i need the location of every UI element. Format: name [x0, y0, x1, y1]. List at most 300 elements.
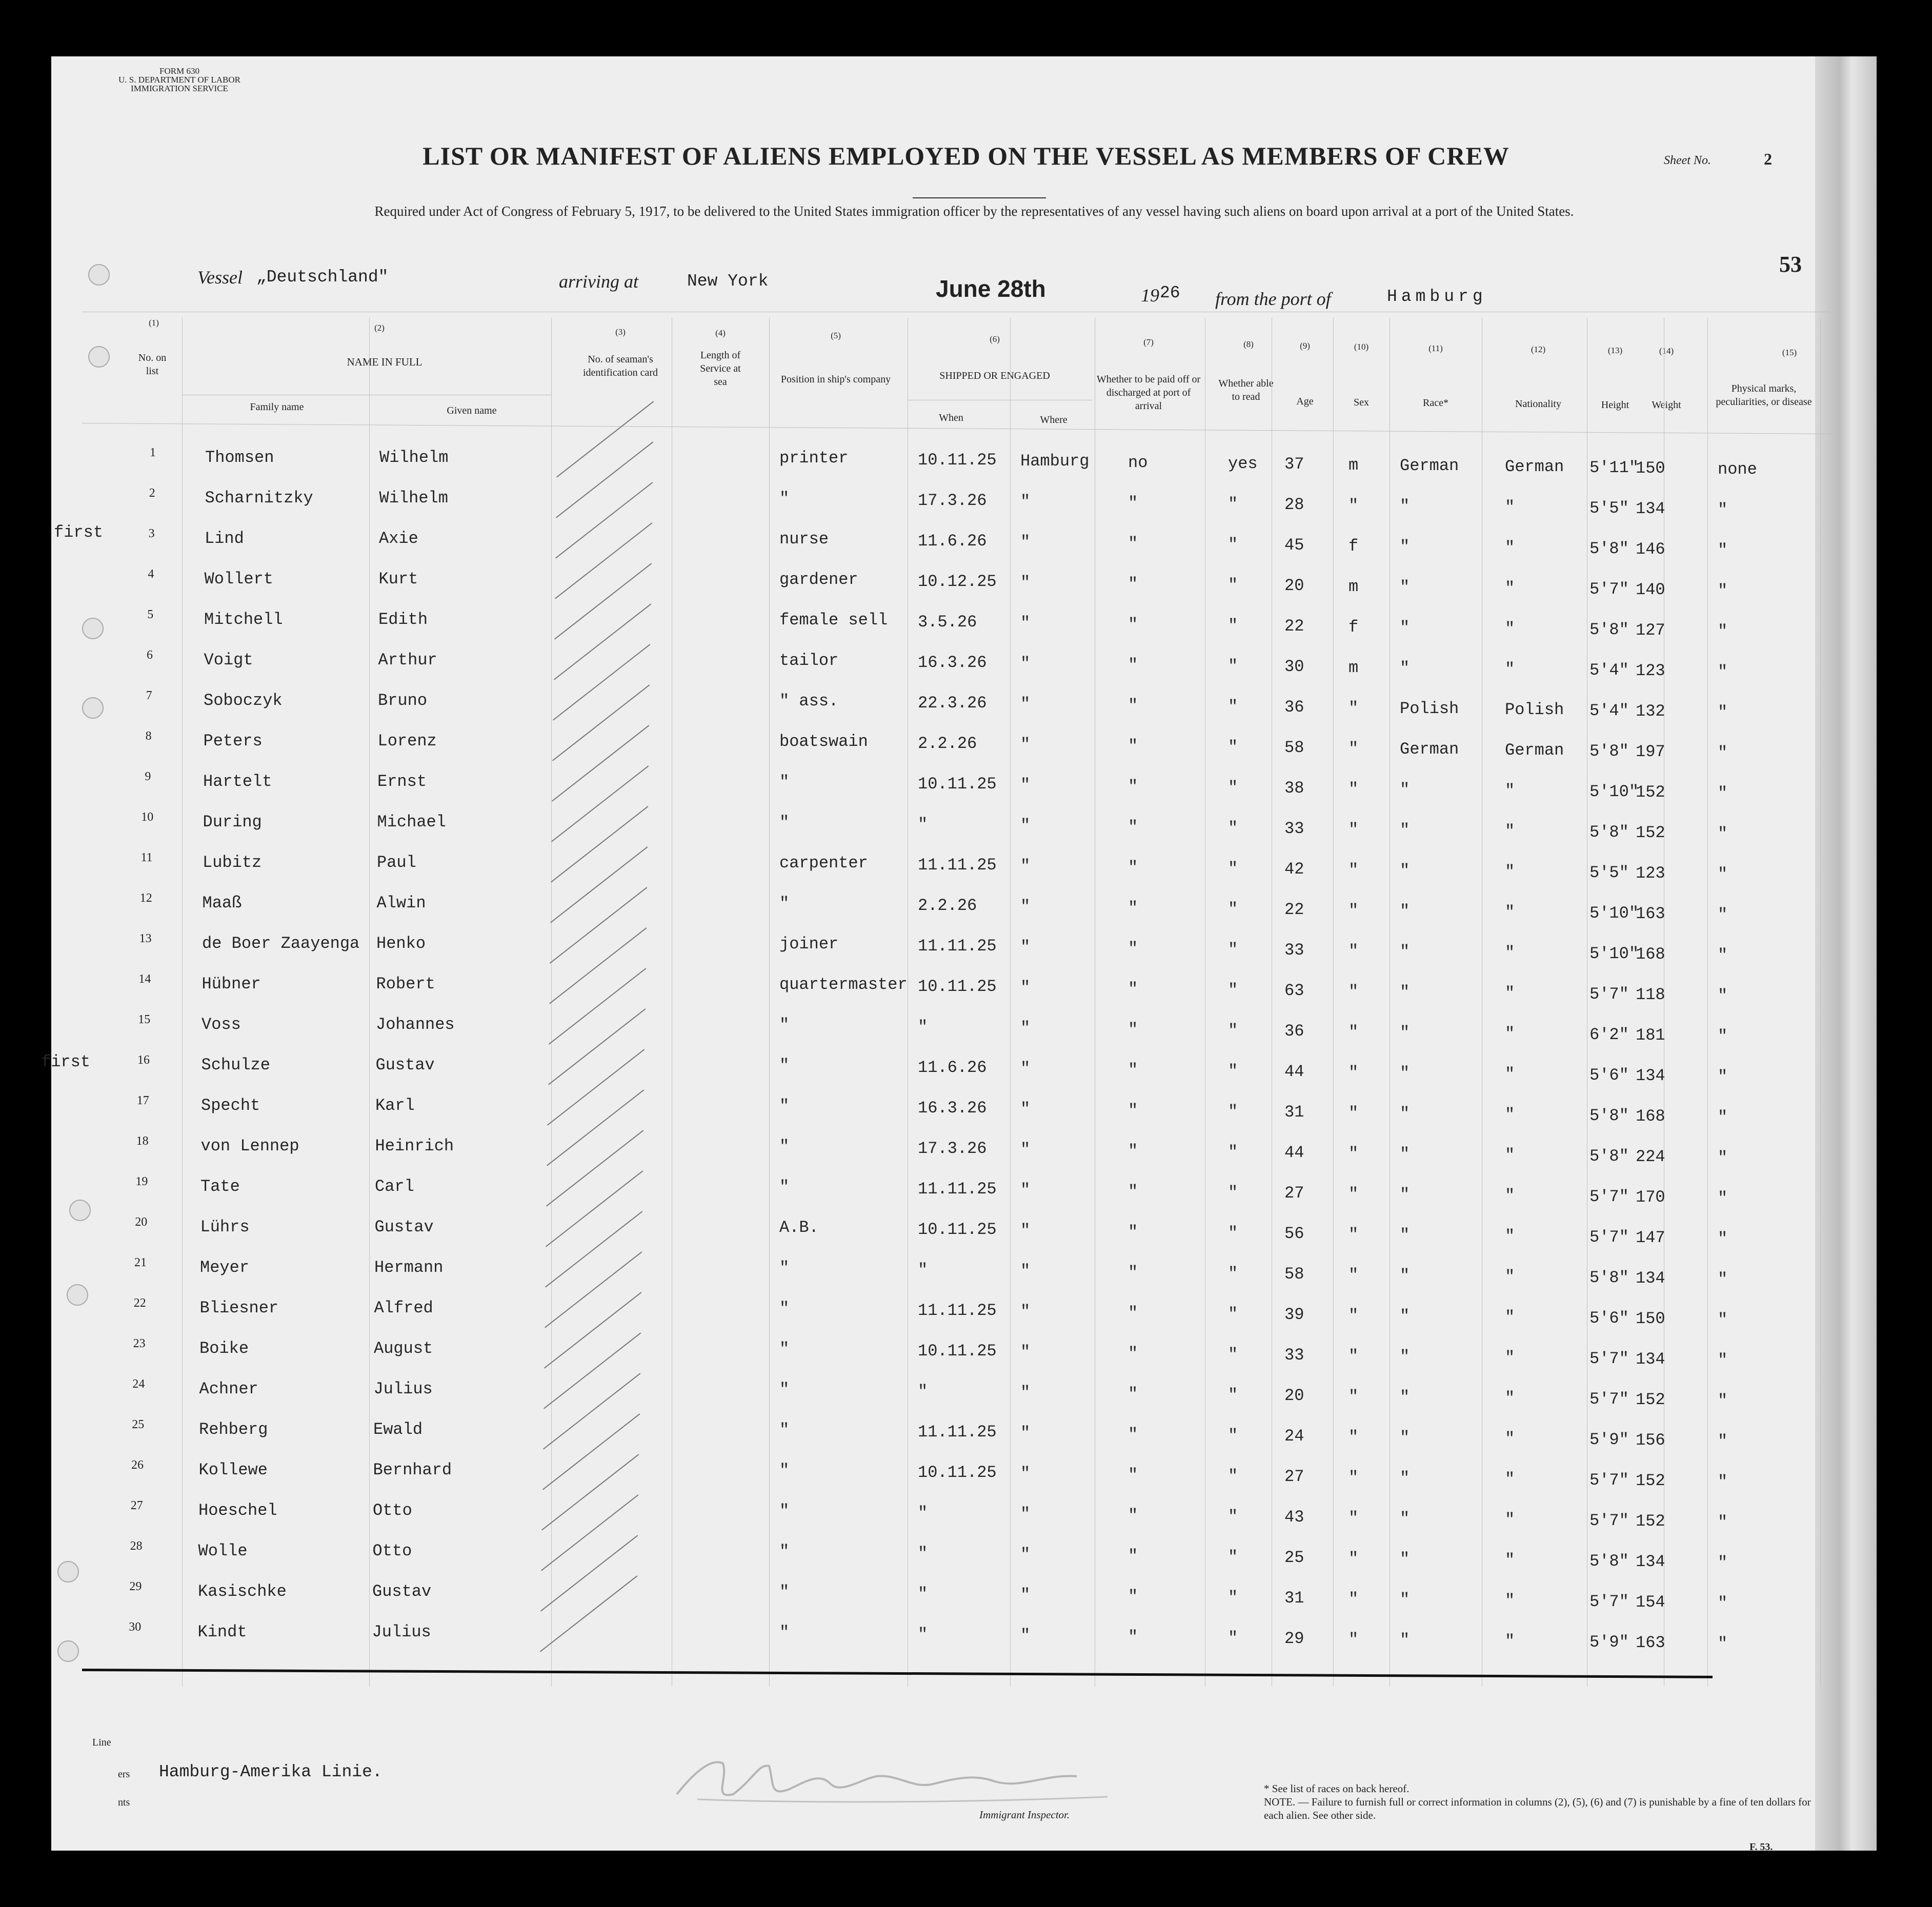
cell-family: Mitchell — [204, 610, 283, 629]
cell-nat: " — [1505, 1389, 1515, 1408]
cell-marks: " — [1718, 986, 1728, 1006]
cell-weight: 170 — [1636, 1188, 1665, 1207]
cell-position: printer — [779, 449, 849, 468]
cell-family: Voigt — [204, 651, 253, 670]
cell-position: " — [779, 1421, 790, 1440]
cell-position: " — [779, 1137, 790, 1157]
cell-position: " — [779, 1542, 790, 1561]
cell-position: tailor — [779, 651, 839, 671]
cell-given: Gustav — [375, 1056, 435, 1074]
cell-where: " — [1020, 1140, 1031, 1160]
cell-where: " — [1020, 776, 1031, 795]
cell-race: " — [1400, 1144, 1410, 1164]
service-name: IMMIGRATION SERVICE — [131, 84, 228, 93]
cell-weight: 134 — [1636, 1350, 1665, 1369]
cell-given: Alfred — [374, 1299, 433, 1317]
footer-owners-label: ers — [118, 1769, 130, 1780]
cell-sex: " — [1349, 698, 1359, 718]
cell-weight: 152 — [1636, 1512, 1665, 1531]
cell-position: " ass. — [779, 692, 839, 711]
row-number: 4 — [148, 567, 154, 581]
header-seaman-id: No. of seaman's identification card — [582, 354, 658, 378]
form-identifier — [82, 67, 277, 93]
cell-height: 5'9" — [1589, 1633, 1629, 1652]
cell-weight: 123 — [1636, 661, 1665, 681]
departure-port: Hamburg — [1387, 287, 1487, 306]
cell-given: Julius — [373, 1379, 433, 1398]
arriving-label: arriving at — [559, 271, 639, 292]
row-number: 16 — [137, 1053, 150, 1067]
cell-read: " — [1228, 1547, 1238, 1567]
cell-where: " — [1020, 695, 1031, 714]
cell-weight: 134 — [1636, 1269, 1665, 1288]
cell-nat: " — [1505, 1308, 1515, 1327]
row-number: 14 — [138, 972, 151, 986]
cell-read: " — [1228, 1466, 1238, 1486]
cell-age: 31 — [1284, 1103, 1304, 1122]
column-divider — [1010, 318, 1011, 1687]
col-num-7: (7) — [1143, 337, 1154, 347]
cell-position: " — [779, 1056, 790, 1076]
cell-weight: 127 — [1636, 621, 1665, 640]
cell-race: " — [1400, 1266, 1410, 1285]
cell-family: Voss — [202, 1015, 241, 1034]
cell-position: " — [779, 1097, 790, 1116]
cell-given: Karl — [375, 1096, 415, 1115]
col-num-1: (1) — [149, 318, 159, 328]
cell-marks: " — [1718, 1594, 1728, 1613]
cell-where: " — [1020, 1181, 1031, 1200]
cell-family: Bliesner — [199, 1299, 279, 1317]
cell-where: " — [1020, 735, 1031, 755]
cell-when: 11.11.25 — [918, 1179, 997, 1199]
cell-sex: " — [1349, 739, 1359, 758]
cell-sex: " — [1349, 1265, 1359, 1285]
cell-when: 16.3.26 — [918, 653, 987, 672]
cell-paid: " — [1128, 858, 1138, 877]
cell-position: A.B. — [779, 1218, 819, 1237]
cell-race: " — [1400, 1185, 1410, 1204]
cell-age: 33 — [1284, 819, 1304, 839]
cell-read: yes — [1228, 454, 1258, 473]
cell-sex: " — [1349, 1630, 1359, 1649]
cell-marks: " — [1718, 1391, 1728, 1411]
cell-family: Rehberg — [199, 1420, 268, 1439]
cell-family: de Boer Zaayenga — [202, 934, 360, 953]
cell-race: " — [1400, 942, 1410, 961]
cell-where: " — [1020, 897, 1031, 917]
cell-when: 10.11.25 — [918, 774, 997, 794]
cell-marks: " — [1718, 703, 1728, 722]
cell-race: " — [1400, 1104, 1410, 1123]
cell-race: " — [1400, 1347, 1410, 1366]
shipping-line-name: Hamburg-Amerika Linie. — [159, 1762, 383, 1781]
cell-weight: 168 — [1636, 945, 1665, 964]
cell-race: " — [1400, 1063, 1410, 1083]
col-num-8: (8) — [1243, 339, 1254, 349]
cell-marks: " — [1718, 1553, 1728, 1573]
cell-read: " — [1228, 818, 1238, 838]
cell-nat: " — [1505, 1429, 1515, 1449]
footer-line-label: Line — [92, 1737, 111, 1748]
cell-given: Lorenz — [377, 732, 437, 750]
col-num-12: (12) — [1531, 344, 1546, 354]
cell-when: " — [918, 1503, 928, 1523]
cell-position: " — [779, 1178, 790, 1197]
cell-position: gardener — [779, 570, 858, 590]
row-number: 9 — [145, 770, 151, 783]
cell-where: " — [1020, 1545, 1031, 1565]
cell-position: " — [779, 489, 790, 509]
year-prefix: 19 — [1141, 285, 1159, 306]
cell-read: " — [1228, 859, 1238, 878]
cell-sex: " — [1349, 982, 1359, 1001]
cell-age: 29 — [1284, 1629, 1304, 1649]
cell-sex: " — [1349, 901, 1359, 920]
header-family-name: Family name — [250, 401, 304, 413]
column-divider — [769, 318, 770, 1687]
title-underline — [913, 197, 1046, 198]
cell-when: " — [918, 1382, 928, 1401]
cell-position: " — [779, 1299, 790, 1318]
cell-given: Hermann — [374, 1258, 444, 1277]
cell-height: 5'5" — [1589, 499, 1629, 518]
cell-when: " — [918, 1544, 928, 1563]
cell-sex: " — [1349, 1103, 1359, 1123]
margin-note-first: first — [41, 1052, 91, 1071]
cell-marks: " — [1718, 1513, 1728, 1532]
cell-age: 42 — [1284, 860, 1304, 879]
cell-marks: " — [1718, 1148, 1728, 1168]
cell-paid: " — [1128, 1627, 1138, 1647]
row-number: 19 — [135, 1175, 148, 1188]
cell-height: 5'8" — [1589, 1106, 1629, 1126]
cell-age: 30 — [1284, 657, 1304, 677]
cell-family: Schulze — [201, 1056, 270, 1074]
cell-height: 5'7" — [1589, 580, 1629, 599]
cell-when: " — [918, 1260, 928, 1280]
cell-marks: " — [1718, 1108, 1728, 1127]
cell-weight: 156 — [1636, 1431, 1665, 1450]
cell-paid: " — [1128, 1141, 1138, 1161]
cell-sex: f — [1349, 617, 1359, 637]
cell-marks: " — [1718, 541, 1728, 560]
cell-nat: " — [1505, 781, 1515, 801]
cell-paid: " — [1128, 1546, 1138, 1566]
cell-family: Kasischke — [198, 1582, 287, 1601]
cell-family: Lubitz — [203, 853, 262, 872]
cell-position: boatswain — [779, 732, 868, 752]
cell-position: " — [779, 1502, 790, 1521]
row-number: 22 — [133, 1296, 146, 1310]
row-number: 15 — [138, 1013, 151, 1026]
cell-weight: 163 — [1636, 904, 1665, 924]
cell-height: 5'7" — [1589, 1390, 1629, 1409]
header-weight: Weight — [1652, 399, 1681, 411]
cell-where: " — [1020, 573, 1031, 593]
cell-sex: " — [1349, 820, 1359, 839]
cell-weight: 152 — [1636, 1471, 1665, 1491]
cell-where: " — [1020, 614, 1031, 633]
cell-paid: " — [1128, 939, 1138, 958]
cell-when: 2.2.26 — [918, 896, 977, 915]
cell-where: " — [1020, 816, 1031, 836]
cell-when: " — [918, 815, 928, 834]
sheet-label: Sheet No. — [1664, 154, 1711, 167]
cell-nat: " — [1505, 1105, 1515, 1125]
row-number: 17 — [136, 1094, 149, 1107]
arrival-date: June 28th — [936, 275, 1046, 302]
cell-height: 5'7" — [1589, 1471, 1629, 1490]
cell-age: 31 — [1284, 1589, 1304, 1608]
header-nationality: Nationality — [1515, 398, 1561, 410]
cell-paid: " — [1128, 898, 1138, 918]
cell-given: Carl — [375, 1177, 414, 1196]
cell-sex: " — [1349, 1468, 1359, 1487]
cell-given: Axie — [379, 529, 418, 548]
cell-where: " — [1020, 533, 1031, 552]
cell-marks: " — [1718, 1310, 1728, 1330]
cell-given: Ewald — [373, 1420, 423, 1439]
cell-read: " — [1228, 1385, 1238, 1405]
cell-when: 10.11.25 — [918, 450, 997, 470]
cell-nat: German — [1505, 741, 1564, 760]
vessel-label: Vessel — [197, 267, 243, 288]
cell-family: Peters — [203, 732, 263, 750]
cell-age: 37 — [1284, 455, 1304, 474]
header-shipped-engaged: SHIPPED OR ENGAGED — [939, 370, 1050, 381]
cell-read: " — [1228, 1628, 1238, 1648]
cell-sex: " — [1349, 1387, 1359, 1406]
cell-where: " — [1020, 492, 1031, 512]
cell-race: " — [1400, 1023, 1410, 1042]
row-number: 10 — [141, 810, 154, 824]
cell-given: Gustav — [372, 1582, 432, 1601]
header-given-name: Given name — [447, 405, 497, 416]
cell-when: 11.11.25 — [918, 936, 997, 956]
column-divider — [369, 318, 370, 1687]
row-number: 28 — [130, 1539, 143, 1553]
cell-read: " — [1228, 1264, 1238, 1283]
cell-age: 27 — [1284, 1467, 1304, 1487]
header-able-read: Whether able to read — [1218, 378, 1274, 402]
from-port-label: from the port of — [1215, 289, 1331, 309]
cell-position: " — [779, 1623, 790, 1642]
footer-notes — [1264, 1782, 1828, 1822]
cell-height: 5'8" — [1589, 620, 1629, 640]
cell-family: Kollewe — [198, 1460, 268, 1479]
cell-paid: " — [1128, 1020, 1138, 1039]
cell-sex: " — [1349, 496, 1359, 515]
cell-given: Julius — [372, 1622, 431, 1641]
cell-where: " — [1020, 1302, 1031, 1322]
cell-where: " — [1020, 1586, 1031, 1605]
cell-where: " — [1020, 978, 1031, 998]
cell-sex: m — [1349, 658, 1359, 677]
cell-read: " — [1228, 940, 1238, 959]
cell-marks: " — [1718, 1432, 1728, 1451]
cell-position: female sell — [779, 611, 888, 630]
cell-height: 5'9" — [1589, 1430, 1629, 1450]
row-number: 7 — [146, 689, 152, 702]
cell-family: Scharnitzky — [205, 489, 313, 508]
cell-paid: " — [1128, 736, 1138, 756]
cell-weight: 132 — [1636, 702, 1665, 721]
cell-when: 11.6.26 — [918, 1058, 987, 1077]
cell-paid: " — [1128, 1384, 1138, 1404]
cell-given: August — [374, 1339, 433, 1358]
cell-race: " — [1400, 658, 1410, 678]
header-no-on-list: No. on list — [138, 352, 167, 377]
col-num-5: (5) — [831, 331, 841, 340]
cell-position: " — [779, 813, 790, 833]
cell-read: " — [1228, 1102, 1238, 1121]
col-num-6: (6) — [990, 334, 1000, 344]
sheet-number: 2 — [1764, 150, 1772, 168]
cell-paid: " — [1128, 979, 1138, 999]
cell-marks: " — [1718, 1472, 1728, 1492]
header-when: When — [939, 412, 963, 423]
cell-paid: " — [1128, 574, 1138, 594]
cell-race: " — [1400, 1590, 1410, 1609]
cell-given: Gustav — [374, 1218, 434, 1236]
header-name-in-full: NAME IN FULL — [347, 356, 422, 368]
col-num-10: (10) — [1354, 342, 1369, 352]
header-where: Where — [1040, 414, 1068, 425]
cell-marks: " — [1718, 946, 1728, 965]
cell-age: 20 — [1284, 1386, 1304, 1406]
cell-marks: " — [1718, 662, 1728, 682]
header-physical-marks: Physical marks, peculiarities, or disease — [1716, 383, 1812, 408]
row-number: 24 — [132, 1377, 145, 1391]
cell-family: Boike — [199, 1339, 249, 1358]
cell-nat: " — [1505, 1591, 1515, 1611]
cell-sex: " — [1349, 1427, 1359, 1447]
cell-read: " — [1228, 575, 1238, 595]
cell-race: " — [1400, 496, 1410, 516]
cell-paid: " — [1128, 534, 1138, 553]
cell-marks: " — [1718, 865, 1728, 884]
cell-where: " — [1020, 857, 1031, 876]
cell-marks: " — [1718, 581, 1728, 601]
cell-weight: 146 — [1636, 540, 1665, 559]
col-num-13: (13) — [1607, 346, 1623, 355]
cell-when: 10.11.25 — [918, 1341, 997, 1361]
cell-family: Kindt — [197, 1622, 247, 1641]
row-number: 18 — [136, 1134, 149, 1148]
cell-height: 5'7" — [1589, 985, 1629, 1004]
cell-where: " — [1020, 654, 1031, 674]
cell-sex: " — [1349, 1549, 1359, 1568]
cell-read: " — [1228, 1304, 1238, 1324]
header-sex: Sex — [1354, 397, 1369, 408]
cell-height: 5'6" — [1589, 1309, 1629, 1328]
cell-nat: " — [1505, 1267, 1515, 1287]
cell-marks: " — [1718, 1027, 1728, 1046]
cell-given: Edith — [378, 610, 428, 629]
cell-nat: " — [1505, 1470, 1515, 1489]
cell-read: " — [1228, 697, 1238, 716]
cell-nat: German — [1505, 457, 1564, 477]
row-number: 21 — [134, 1256, 147, 1269]
cell-weight: 152 — [1636, 823, 1665, 843]
cell-weight: 123 — [1636, 864, 1665, 883]
cell-weight: 150 — [1636, 459, 1665, 478]
cell-age: 36 — [1284, 1022, 1304, 1041]
cell-given: Wilhelm — [379, 448, 449, 467]
cell-family: Maaß — [202, 894, 242, 912]
cell-given: Otto — [373, 1501, 412, 1520]
cell-read: " — [1228, 1223, 1238, 1243]
cell-read: " — [1228, 616, 1238, 635]
inspector-signature-icon — [667, 1748, 1128, 1810]
cell-age: 22 — [1284, 900, 1304, 920]
cell-age: 63 — [1284, 981, 1304, 1001]
cell-when: 11.11.25 — [918, 1301, 997, 1320]
cell-age: 43 — [1284, 1508, 1304, 1527]
cell-race: " — [1400, 780, 1410, 799]
cell-marks: " — [1718, 500, 1728, 520]
cell-height: 5'4" — [1589, 661, 1629, 680]
cell-read: " — [1228, 1021, 1238, 1040]
cell-height: 5'10" — [1589, 904, 1639, 923]
cell-read: " — [1228, 737, 1238, 757]
header-length-service: Length of Service at sea — [700, 350, 741, 388]
cell-sex: m — [1349, 455, 1359, 475]
cell-position: " — [779, 894, 790, 914]
cell-read: " — [1228, 1061, 1238, 1081]
cell-sex: " — [1349, 1306, 1359, 1325]
cell-read: " — [1228, 1142, 1238, 1162]
race-note: * See list of races on back hereof. — [1264, 1782, 1410, 1795]
cell-race: " — [1400, 618, 1410, 637]
cell-marks: " — [1718, 1229, 1728, 1249]
cell-age: 27 — [1284, 1184, 1304, 1203]
cell-height: 5'6" — [1589, 1066, 1629, 1085]
cell-when: 22.3.26 — [918, 693, 987, 713]
cell-weight: 224 — [1636, 1147, 1665, 1167]
cell-race: " — [1400, 861, 1410, 880]
cell-position: nurse — [779, 530, 829, 549]
cell-marks: " — [1718, 743, 1728, 763]
cell-when: 17.3.26 — [918, 1139, 987, 1158]
cell-paid: " — [1128, 777, 1138, 796]
col-num-2: (2) — [374, 323, 385, 333]
cell-age: 58 — [1284, 1265, 1304, 1284]
cell-sex: " — [1349, 779, 1359, 799]
row-number: 8 — [145, 729, 152, 743]
cell-height: 5'4" — [1589, 701, 1629, 721]
cell-height: 5'11" — [1589, 458, 1639, 478]
vessel-name: „Deutschland" — [256, 268, 389, 287]
cell-race: " — [1400, 901, 1410, 921]
cell-family: Hübner — [202, 975, 261, 993]
arrival-port: New York — [687, 272, 769, 291]
cell-nat: " — [1505, 1510, 1515, 1530]
cell-race: " — [1400, 1387, 1410, 1407]
row-number: 20 — [135, 1215, 148, 1229]
cell-read: " — [1228, 1507, 1238, 1526]
cell-family: Hartelt — [203, 772, 272, 791]
cell-height: 5'7" — [1589, 1592, 1629, 1612]
cell-paid: " — [1128, 1506, 1138, 1525]
cell-paid: " — [1128, 1344, 1138, 1363]
cell-age: 58 — [1284, 738, 1304, 758]
cell-paid: " — [1128, 817, 1138, 837]
cell-family: Specht — [201, 1096, 260, 1115]
cell-nat: " — [1505, 1065, 1515, 1084]
cell-height: 5'7" — [1589, 1349, 1629, 1369]
